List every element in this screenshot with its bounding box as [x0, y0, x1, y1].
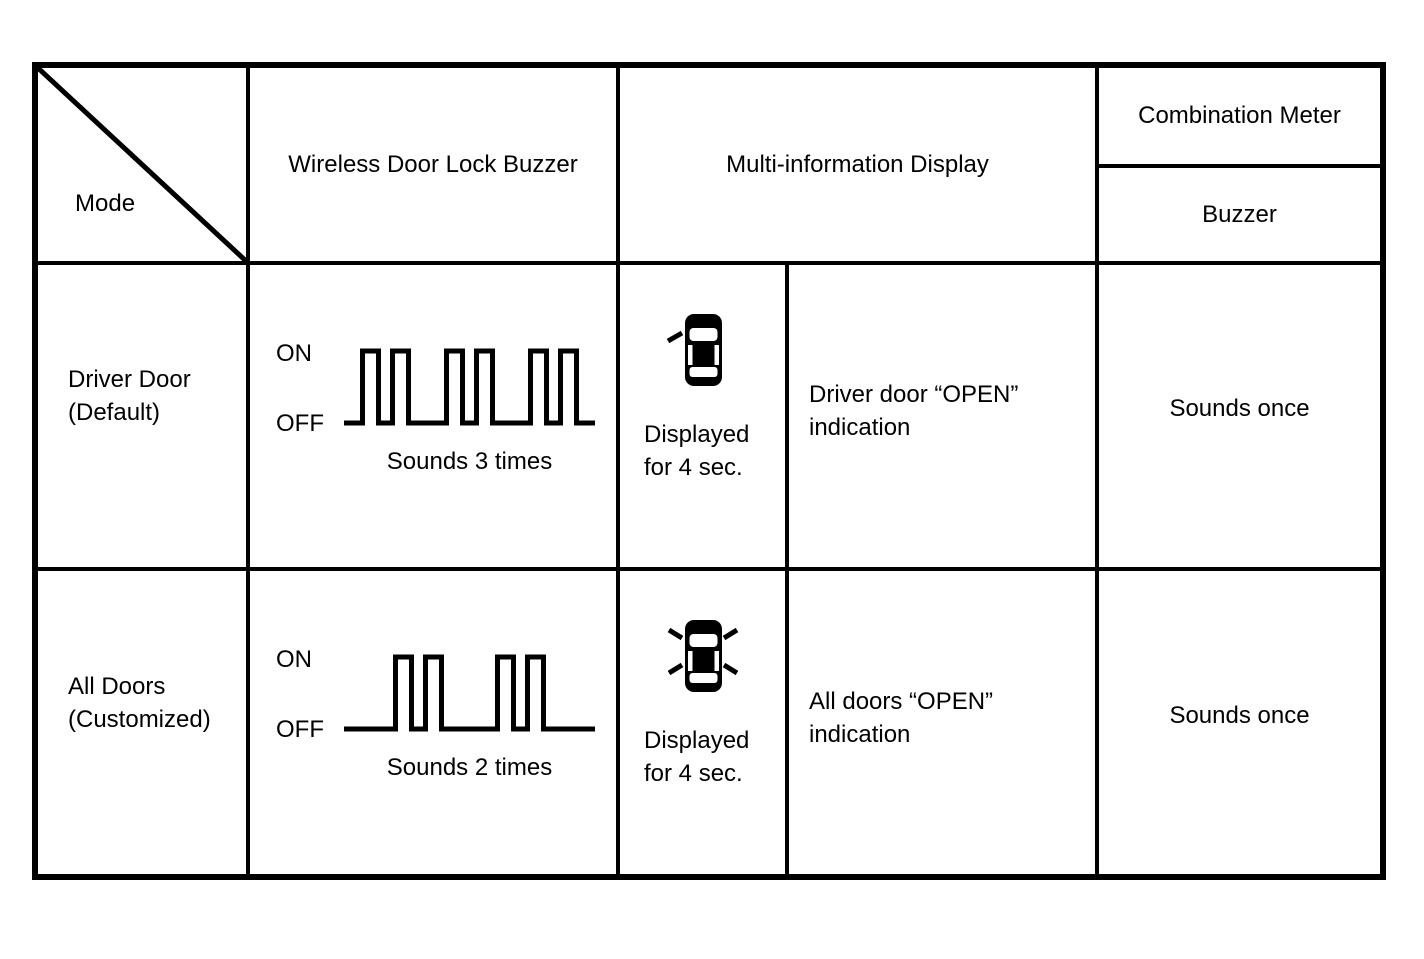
indication-line-2: indication — [809, 720, 911, 748]
displayed-line-1: Displayed — [644, 421, 750, 448]
wave-on-label: ON — [276, 340, 312, 367]
wave-caption: Sounds 2 times — [386, 754, 553, 781]
mode-header-label: Mode — [75, 190, 136, 217]
header-combination-meter-buzzer: Buzzer — [1099, 168, 1380, 265]
displayed-line-2: for 4 sec. — [644, 760, 743, 787]
indication-cell-all-doors — [789, 571, 1099, 874]
displayed-line-1: Displayed — [644, 727, 750, 754]
car-driver-door-open-icon — [665, 312, 741, 388]
buzzer-pattern-cell-all-doors — [250, 571, 620, 874]
indication-line-2: indication — [809, 414, 911, 441]
wave-caption: Sounds 3 times — [386, 448, 553, 475]
mode-corner-cell — [38, 68, 250, 265]
wave-off-label: OFF — [276, 716, 324, 743]
display-cell-all-doors — [620, 571, 789, 874]
wave-off-label: OFF — [276, 410, 324, 437]
meter-buzzer-cell-all-doors: Sounds once — [1099, 571, 1380, 874]
header-combination-meter: Combination Meter — [1099, 68, 1380, 168]
buzzer-waveform-sounds-2-times — [342, 648, 597, 742]
buzzer-waveform-sounds-3-times — [342, 342, 597, 436]
door-lock-mode-table — [32, 62, 1386, 880]
car-all-doors-open-icon — [665, 618, 741, 694]
mode-line-1: Driver Door — [68, 366, 191, 393]
diagonal-divider — [38, 68, 246, 261]
mode-cell-driver-door — [38, 265, 250, 571]
wave-on-label: ON — [276, 646, 312, 673]
mode-cell-all-doors — [38, 571, 250, 874]
indication-line-1: Driver door “OPEN” — [809, 381, 1019, 408]
mode-line-2: (Customized) — [68, 705, 211, 733]
mode-line-2: (Default) — [68, 399, 161, 426]
display-cell-driver-door — [620, 265, 789, 571]
header-wireless-door-lock-buzzer: Wireless Door Lock Buzzer — [250, 68, 620, 265]
mode-line-1: All Doors — [68, 672, 166, 700]
meter-buzzer-cell-driver-door: Sounds once — [1099, 265, 1380, 571]
indication-cell-driver-door — [789, 265, 1099, 571]
buzzer-pattern-cell-driver-door — [250, 265, 620, 571]
indication-line-1: All doors “OPEN” — [809, 687, 994, 715]
displayed-line-2: for 4 sec. — [644, 454, 743, 481]
header-multi-information-display: Multi-information Display — [620, 68, 1099, 265]
